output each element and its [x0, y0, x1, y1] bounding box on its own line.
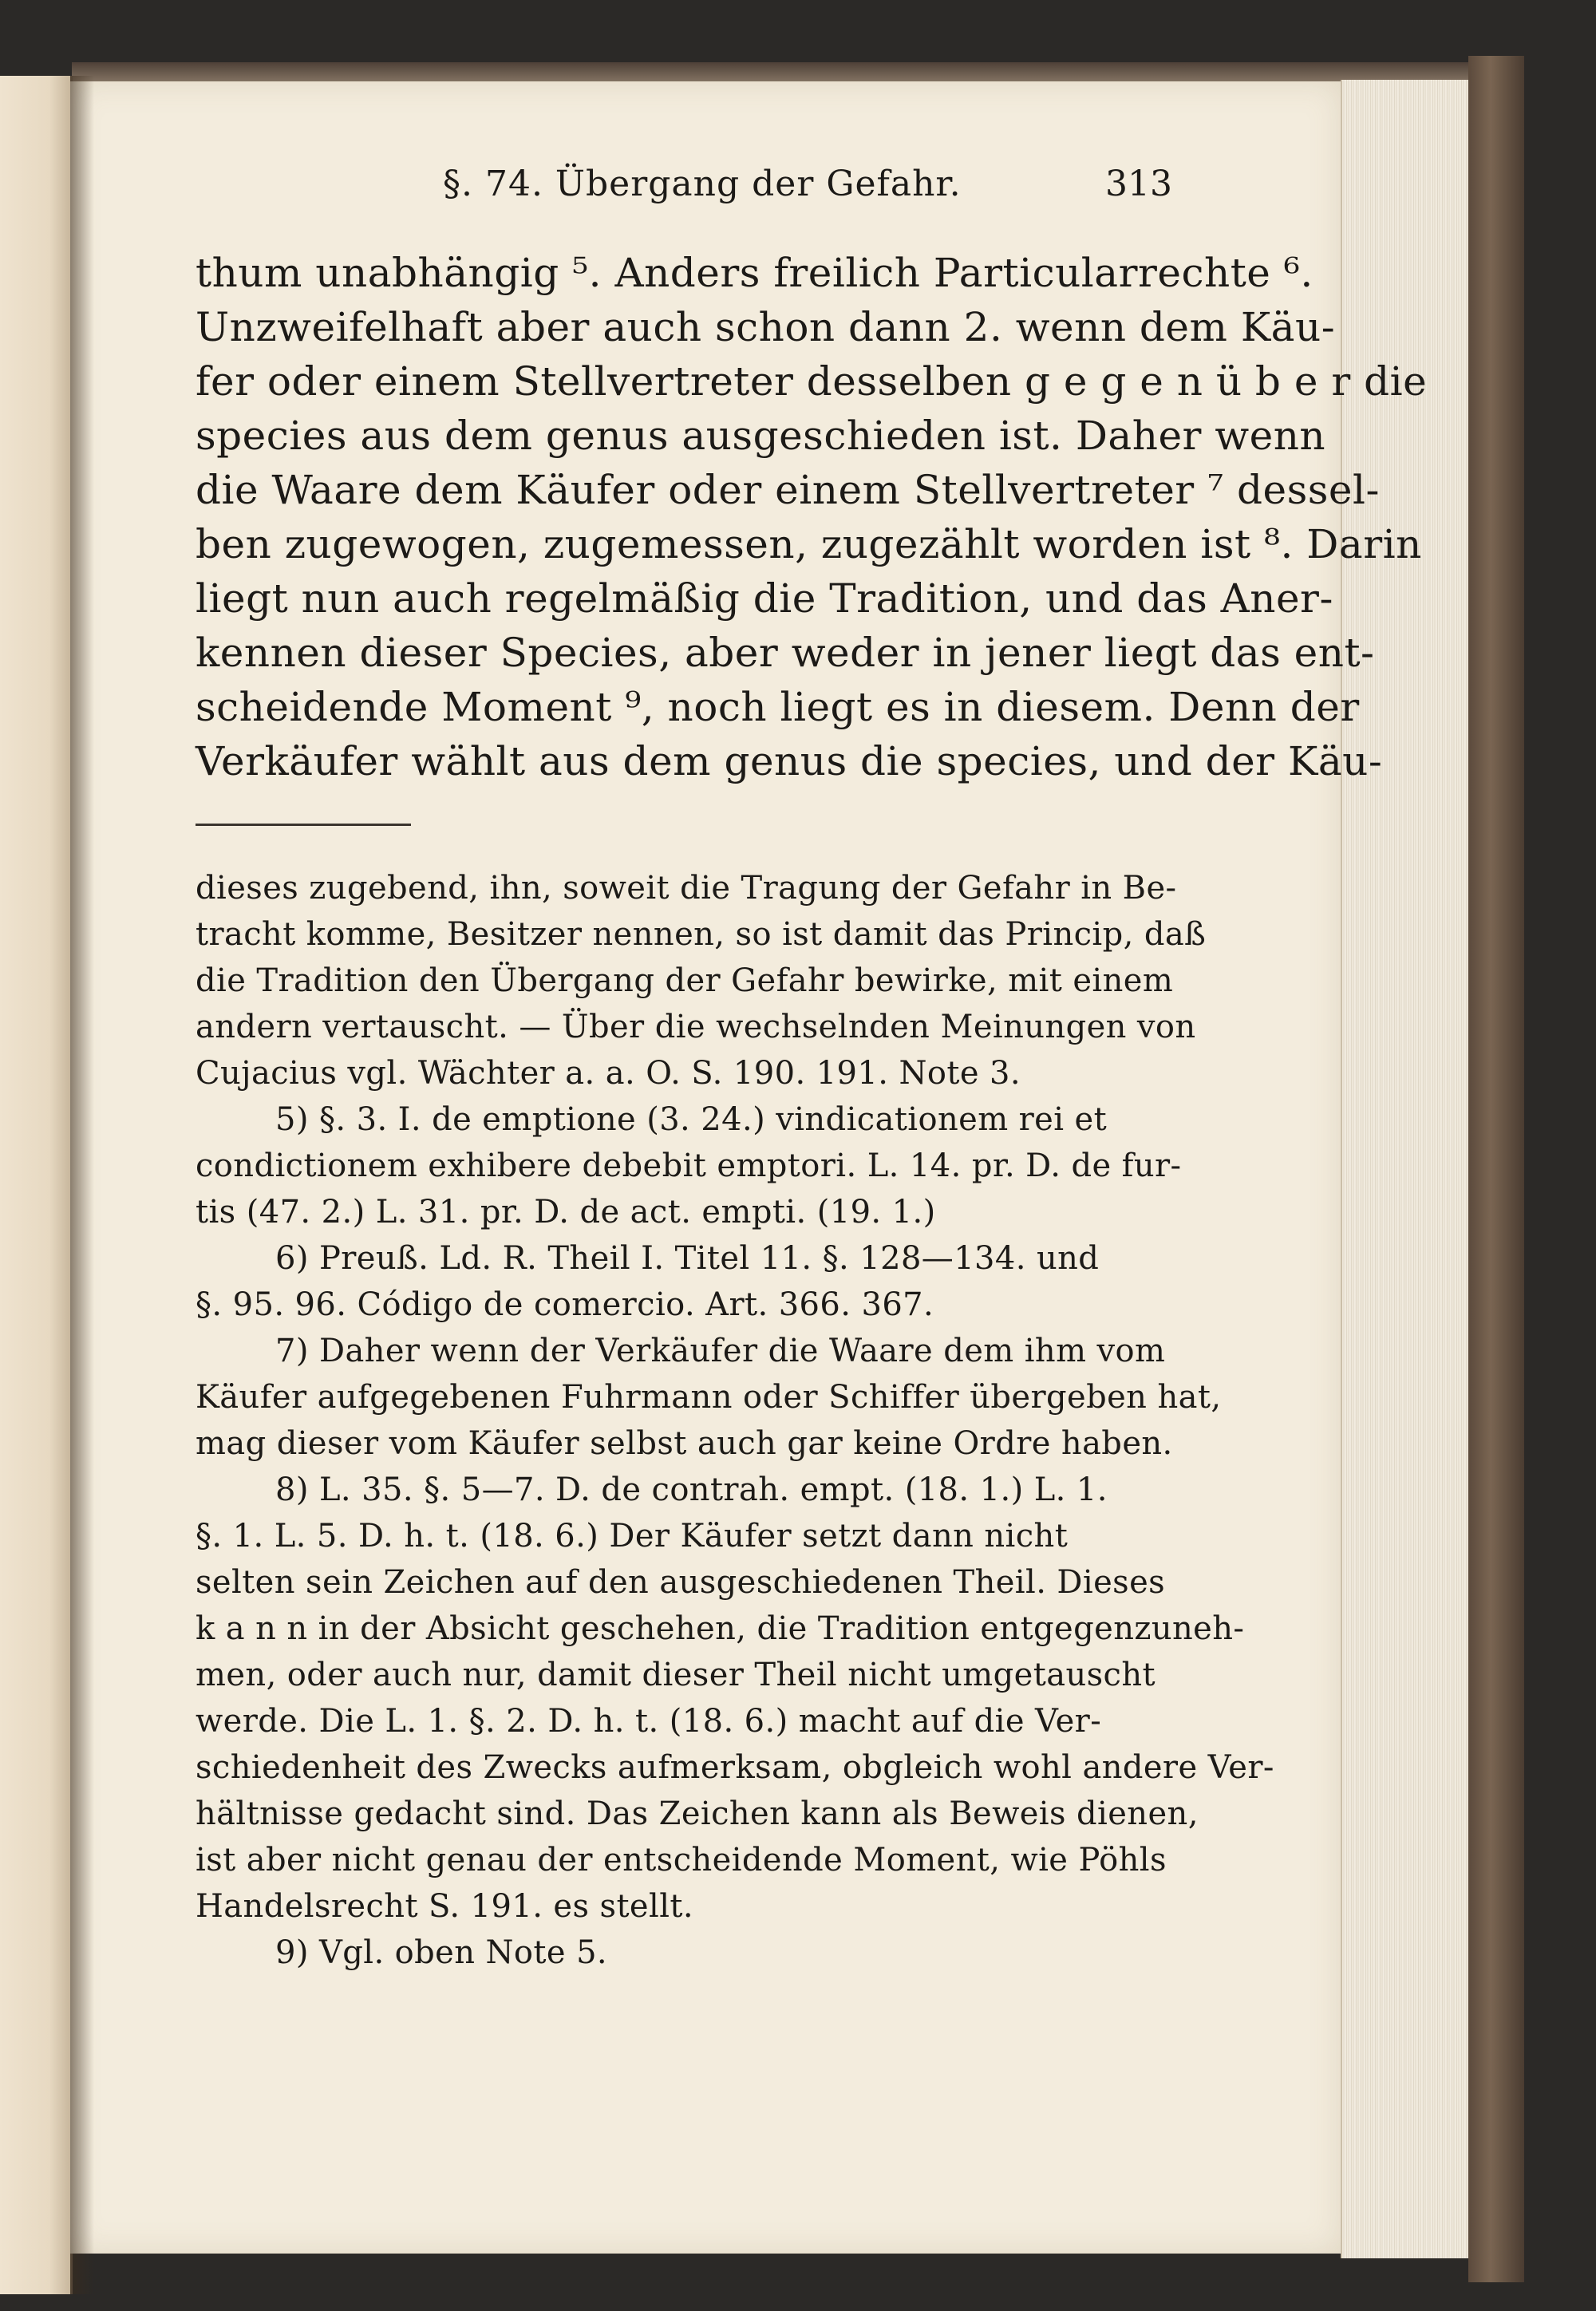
footnote-line: die Tradition den Übergang der Gefahr bewirke, mit einem	[196, 962, 1174, 999]
footnote-line: Handelsrecht S. 191. es stellt.	[196, 1888, 693, 1925]
previous-page-edge	[0, 76, 73, 2294]
body-line: die Waare dem Käufer oder einem Stellvertreter ⁷ dessel-	[196, 467, 1380, 513]
page-edges	[1341, 80, 1470, 2258]
footnote-line: Käufer aufgegebenen Fuhrmann oder Schiffer übergeben hat,	[196, 1379, 1222, 1416]
footnote-line: 8) L. 35. §. 5—7. D. de contrah. empt. (18. 1.) L. 1.	[275, 1472, 1108, 1508]
body-line: liegt nun auch regelmäßig die Tradition, und das Aner-	[196, 575, 1333, 622]
footnote-line: Cujacius vgl. Wächter a. a. O. S. 190. 191. Note 3.	[196, 1055, 1021, 1092]
footnote-line: andern vertauscht. — Über die wechselnden Meinungen von	[196, 1009, 1196, 1045]
body-line: Verkäufer wählt aus dem genus die species, und der Käu-	[196, 738, 1383, 784]
footnote-rule	[196, 824, 411, 826]
footnote-line: werde. Die L. 1. §. 2. D. h. t. (18. 6.) macht auf die Ver-	[196, 1703, 1102, 1740]
footnote-line: tracht komme, Besitzer nennen, so ist damit das Princip, daß	[196, 916, 1207, 953]
footnote-line: k a n n in der Absicht geschehen, die Tradition entgegenzuneh-	[196, 1610, 1245, 1647]
footnote-line: §. 95. 96. Código de comercio. Art. 366. 367.	[196, 1286, 934, 1323]
footnote-line: dieses zugebend, ihn, soweit die Tragung der Gefahr in Be-	[196, 870, 1177, 907]
body-line: ben zugewogen, zugemessen, zugezählt worden ist ⁸. Darin	[196, 521, 1422, 567]
footnote-line: condictionem exhibere debebit emptori. L. 14. pr. D. de fur-	[196, 1148, 1182, 1184]
running-header: §. 74. Übergang der Gefahr.	[443, 164, 962, 204]
footnote-line: men, oder auch nur, damit dieser Theil nicht umgetauscht	[196, 1657, 1156, 1693]
footnote-line: 6) Preuß. Ld. R. Theil I. Titel 11. §. 128—134. und	[275, 1240, 1100, 1277]
gutter-shadow	[70, 76, 94, 2294]
body-line: scheidende Moment ⁹, noch liegt es in diesem. Denn der	[196, 684, 1360, 730]
footnote-line: mag dieser vom Käufer selbst auch gar keine Ordre haben.	[196, 1425, 1173, 1462]
body-line: fer oder einem Stellvertreter desselben g e g e n ü b e r die	[196, 358, 1428, 405]
body-line: Unzweifelhaft aber auch schon dann 2. wenn dem Käu-	[196, 304, 1336, 350]
body-line: species aus dem genus ausgeschieden ist. Daher wenn	[196, 413, 1326, 459]
footnote-line: 5) §. 3. I. de emptione (3. 24.) vindicationem rei et	[275, 1101, 1108, 1138]
footnote-line: 7) Daher wenn der Verkäufer die Waare dem ihm vom	[275, 1333, 1166, 1369]
footnote-line: hältnisse gedacht sind. Das Zeichen kann als Beweis dienen,	[196, 1795, 1199, 1832]
book-cover-edge	[1468, 56, 1524, 2282]
footnote-line: schiedenheit des Zwecks aufmerksam, obgleich wohl andere Ver-	[196, 1749, 1274, 1786]
footnote-line: selten sein Zeichen auf den ausgeschiedenen Theil. Dieses	[196, 1564, 1166, 1601]
body-line: thum unabhängig ⁵. Anders freilich Particularrechte ⁶.	[196, 250, 1314, 296]
footnote-line: ist aber nicht genau der entscheidende Moment, wie Pöhls	[196, 1842, 1167, 1878]
footnote-line: tis (47. 2.) L. 31. pr. D. de act. empti. (19. 1.)	[196, 1194, 936, 1231]
footnote-line: 9) Vgl. oben Note 5.	[275, 1934, 608, 1971]
body-line: kennen dieser Species, aber weder in jener liegt das ent-	[196, 630, 1375, 676]
footnote-line: §. 1. L. 5. D. h. t. (18. 6.) Der Käufer setzt dann nicht	[196, 1518, 1069, 1554]
page-number: 313	[1105, 164, 1172, 204]
